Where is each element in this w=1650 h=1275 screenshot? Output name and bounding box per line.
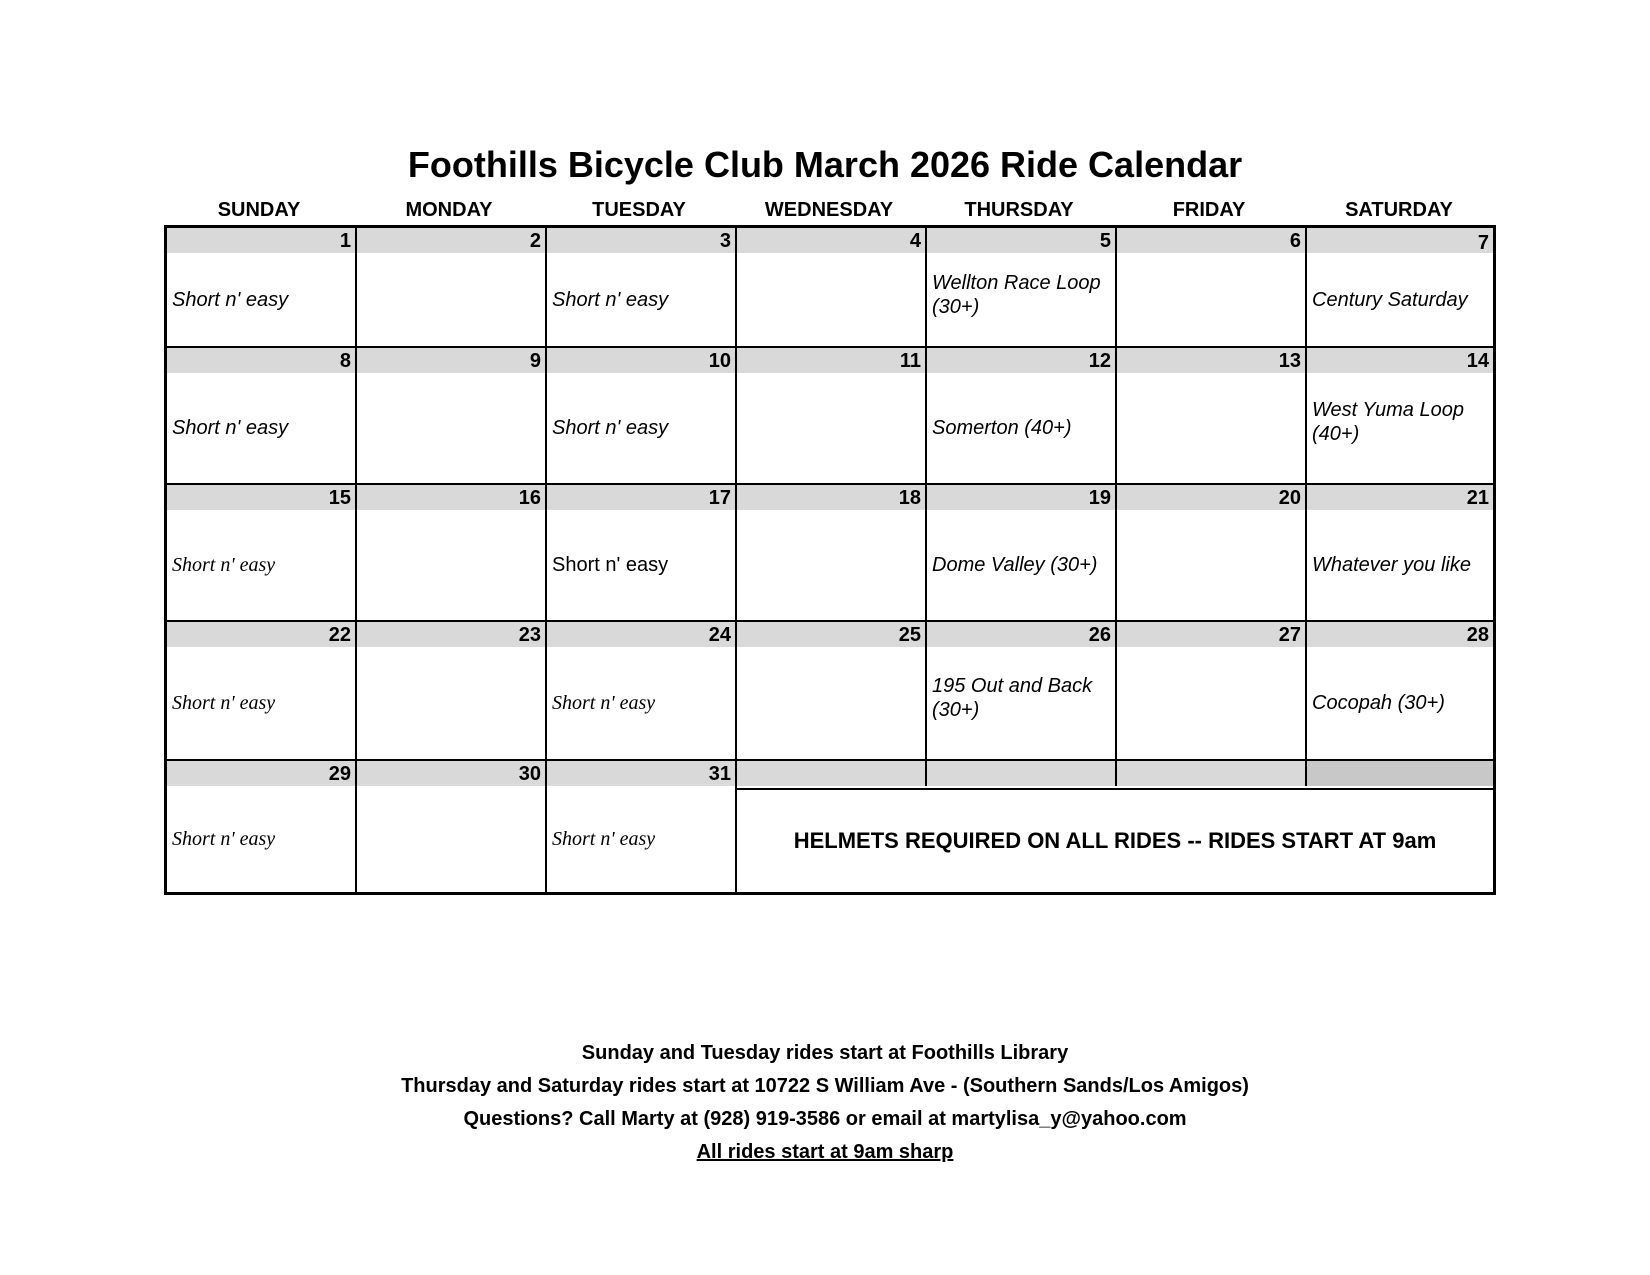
day-cell (927, 622, 1117, 761)
ride-event: Short n' easy (552, 828, 656, 850)
ride-event: Somerton (40+) (932, 417, 1072, 439)
day-number: 23 (357, 622, 545, 647)
weekday-header-row (164, 198, 1496, 222)
day-cell (927, 485, 1117, 622)
ride-event: Short n' easy (172, 692, 276, 714)
day-cell (357, 485, 547, 622)
day-cell (167, 761, 357, 892)
day-number: 22 (167, 622, 355, 647)
footer-line-3: Questions? Call Marty at (928) 919-3586 or email at martylisa_y@yahoo.com (463, 1108, 1187, 1130)
day-number: 10 (547, 348, 735, 373)
empty-day-band (927, 761, 1117, 786)
day-cell (357, 622, 547, 761)
ride-event: 195 Out and Back (30+) (932, 675, 1093, 721)
day-number: 20 (1117, 485, 1305, 510)
helmet-notice: HELMETS REQUIRED ON ALL RIDES -- RIDES START AT 9am (737, 788, 1493, 892)
day-number: 15 (167, 485, 355, 510)
ride-event: Short n' easy (552, 554, 669, 576)
calendar-grid (164, 225, 1496, 895)
day-number: 28 (1307, 622, 1493, 647)
day-number: 11 (737, 348, 925, 373)
ride-event: Whatever you like (1312, 554, 1471, 576)
weekday-sunday: SUNDAY (217, 199, 301, 221)
ride-event (362, 510, 539, 620)
day-cell (1307, 348, 1493, 485)
day-cell (1117, 622, 1307, 761)
day-cell (547, 761, 737, 892)
ride-event (1122, 253, 1299, 346)
day-number: 16 (357, 485, 545, 510)
day-cell (737, 348, 927, 485)
day-cell (167, 348, 357, 485)
day-number: 21 (1307, 485, 1493, 510)
ride-event (362, 373, 539, 483)
empty-day-band (1117, 761, 1307, 786)
day-number: 14 (1307, 348, 1493, 373)
ride-event (742, 373, 919, 483)
day-number: 31 (547, 761, 735, 786)
ride-event: Short n' easy (172, 554, 276, 576)
weekday-saturday: SATURDAY (1345, 199, 1453, 221)
day-cell (357, 348, 547, 485)
notice-block (737, 761, 1493, 892)
weekday-tuesday: TUESDAY (592, 199, 686, 221)
day-number: 19 (927, 485, 1115, 510)
day-cell (547, 485, 737, 622)
day-cell (927, 348, 1117, 485)
day-number: 30 (357, 761, 545, 786)
footer-line-2: Thursday and Saturday rides start at 10722 S William Ave - (Southern Sands/Los Amigos) (401, 1075, 1249, 1097)
day-cell (1307, 485, 1493, 622)
day-number: 25 (737, 622, 925, 647)
ride-event: Short n' easy (172, 417, 289, 439)
ride-event: Century Saturday (1312, 288, 1468, 311)
ride-event: West Yuma Loop (40+) (1312, 399, 1464, 445)
weekday-thursday: THURSDAY (964, 199, 1074, 221)
ride-event: Short n' easy (552, 692, 656, 714)
day-number: 24 (547, 622, 735, 647)
day-cell (357, 228, 547, 348)
ride-event: Cocopah (30+) (1312, 692, 1445, 714)
day-cell (737, 622, 927, 761)
day-number: 5 (927, 228, 1115, 253)
day-number: 12 (927, 348, 1115, 373)
day-number: 27 (1117, 622, 1305, 647)
ride-event: Wellton Race Loop (30+) (932, 271, 1101, 318)
day-number: 17 (547, 485, 735, 510)
empty-day-band (1307, 761, 1493, 786)
day-number: 9 (357, 348, 545, 373)
ride-event: Dome Valley (30+) (932, 554, 1098, 576)
day-number: 3 (547, 228, 735, 253)
day-cell (1307, 622, 1493, 761)
ride-event (1122, 510, 1299, 620)
day-number: 2 (357, 228, 545, 253)
day-cell (167, 485, 357, 622)
day-number: 1 (167, 228, 355, 253)
ride-event: Short n' easy (172, 828, 276, 850)
weekday-friday: FRIDAY (1172, 199, 1246, 221)
day-cell (547, 348, 737, 485)
footer-line-4: All rides start at 9am sharp (696, 1141, 954, 1163)
day-number: 7 (1307, 228, 1493, 253)
ride-event (362, 253, 539, 346)
day-cell (547, 622, 737, 761)
day-cell (547, 228, 737, 348)
ride-event (742, 253, 919, 346)
day-cell (357, 761, 547, 892)
day-number: 13 (1117, 348, 1305, 373)
day-cell (167, 622, 357, 761)
day-number: 18 (737, 485, 925, 510)
ride-event (742, 510, 919, 620)
day-cell (737, 485, 927, 622)
day-cell (1117, 348, 1307, 485)
day-number: 8 (167, 348, 355, 373)
day-cell (1117, 228, 1307, 348)
day-cell (1117, 485, 1307, 622)
ride-event (1122, 647, 1299, 759)
weekday-wednesday: WEDNESDAY (764, 199, 894, 221)
ride-event: Short n' easy (552, 288, 669, 311)
day-cell (1307, 228, 1493, 348)
day-cell (927, 228, 1117, 348)
day-number: 26 (927, 622, 1115, 647)
ride-event (1122, 373, 1299, 483)
ride-event (362, 647, 539, 759)
day-cell (737, 228, 927, 348)
page-title: Foothills Bicycle Club March 2026 Ride Calendar (407, 144, 1243, 185)
day-cell (167, 228, 357, 348)
day-number: 4 (737, 228, 925, 253)
ride-event: Short n' easy (552, 417, 669, 439)
day-number: 29 (167, 761, 355, 786)
weekday-monday: MONDAY (405, 199, 493, 221)
ride-event (742, 647, 919, 759)
day-number: 6 (1117, 228, 1305, 253)
ride-event (362, 786, 539, 892)
empty-day-band (737, 761, 927, 786)
ride-event: Short n' easy (172, 288, 289, 311)
footer-line-1: Sunday and Tuesday rides start at Foothills Library (581, 1042, 1069, 1064)
